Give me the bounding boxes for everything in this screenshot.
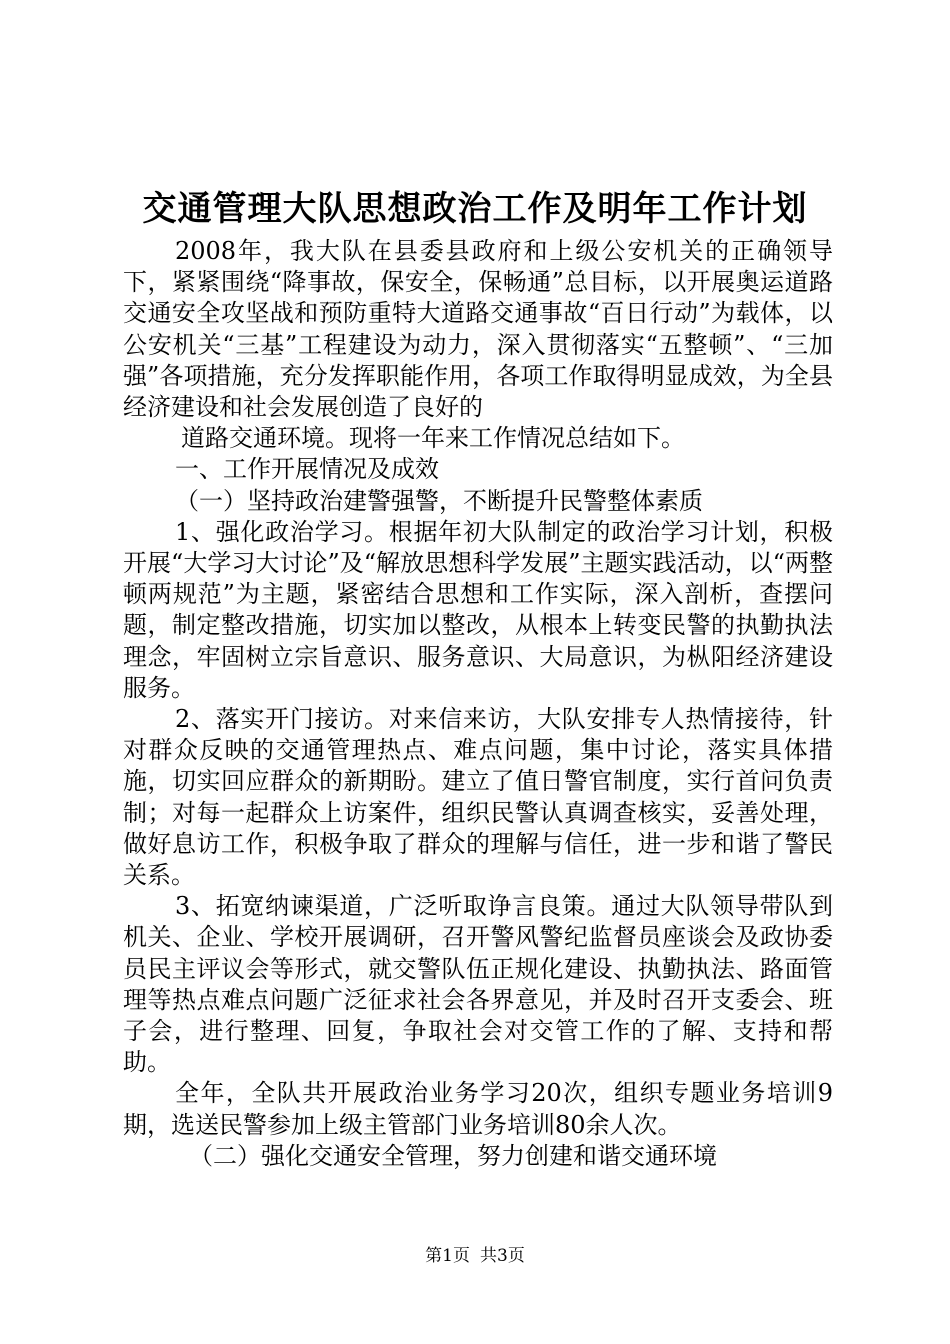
subsection-heading: （一）坚持政治建警强警，不断提升民警整体素质 <box>175 486 703 515</box>
document-title: 交通管理大队思想政治工作及明年工作计划 <box>142 189 808 229</box>
subsection-heading-2: （二）强化交通安全管理，努力创建和谐交通环境 <box>189 1141 717 1170</box>
paragraph-summary: 全年，全队共开展政治业务学习20次，组织专题业务培训9期，选送民警参加上级主管部门业务培训80余人次。 <box>123 1079 833 1139</box>
page-footer <box>0 1245 950 1267</box>
section-heading: 一、工作开展情况及成效 <box>175 455 439 484</box>
paragraph-intro-continued: 道路交通环境。现将一年来工作情况总结如下。 <box>181 424 685 453</box>
page-total: 共3页 <box>480 1246 525 1266</box>
paragraph-item-1: 1、强化政治学习。根据年初大队制定的政治学习计划，积极开展“大学习大讨论”及“解放思想科学发展”主题实践活动，以“两整顿两规范”为主题，紧密结合思想和工作实际，深入剖析，查摆问题，制定整改措施，切实加以整改，从根本上转变民警的执勤执法理念，牢固树立宗旨意识、服务意识、大局意识，为枞阳经济建设服务。 <box>123 517 833 702</box>
paragraph-intro: 2008年，我大队在县委县政府和上级公安机关的正确领导下，紧紧围绕“降事故，保安全，保畅通”总目标，以开展奥运道路交通安全攻坚战和预防重特大道路交通事故“百日行动”为载体，以公安机关“三基”工程建设为动力，深入贯彻落实“五整顿”、“三加强”各项措施，充分发挥职能作用，各项工作取得明显成效，为全县经济建设和社会发展创造了良好的 <box>123 237 833 422</box>
page-number: 第1页 <box>425 1246 470 1266</box>
paragraph-item-2: 2、落实开门接访。对来信来访，大队安排专人热情接待，针对群众反映的交通管理热点、难点问题，集中讨论，落实具体措施，切实回应群众的新期盼。建立了值日警官制度，实行首问负责制；对每一起群众上访案件，组织民警认真调查核实，妥善处理，做好息访工作，积极争取了群众的理解与信任，进一步和谐了警民关系。 <box>123 705 833 890</box>
document-body <box>123 236 833 1172</box>
paragraph-item-3: 3、拓宽纳谏渠道，广泛听取诤言良策。通过大队领导带队到机关、企业、学校开展调研，召开警风警纪监督员座谈会及政协委员民主评议会等形式，就交警队伍正规化建设、执勤执法、路面管理等热点难点问题广泛征求社会各界意见，并及时召开支委会、班子会，进行整理、回复，争取社会对交管工作的了解、支持和帮助。 <box>123 892 833 1077</box>
